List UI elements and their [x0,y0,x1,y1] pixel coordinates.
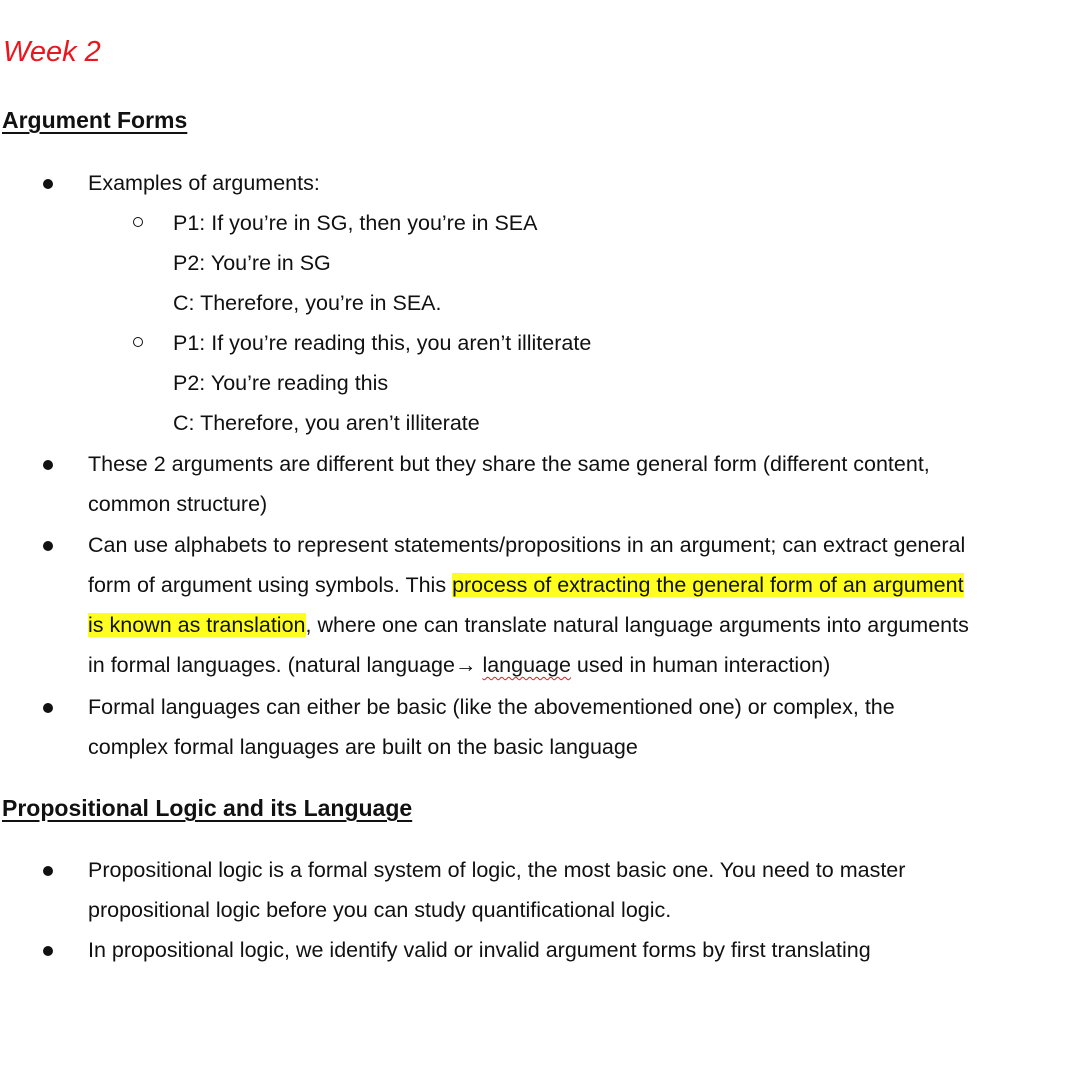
s2-bullet1-line2: propositional logic before you can study quantificational logic. [88,898,672,922]
example2-p2: P2: You’re reading this [173,371,389,395]
right-arrow-icon: → [454,653,477,677]
bullet-icon [43,179,53,189]
heading-argument-forms: Argument Forms [2,107,188,133]
highlighted-text: is known as translation [88,613,306,637]
bullet3-line2 [88,570,964,600]
bullet-examples-text: Examples of arguments: [88,171,320,195]
sub-bullet-icon [133,337,143,347]
bullet-icon [43,460,53,470]
highlighted-text: process of extracting the general form of an argument [452,573,964,597]
bullet-icon [43,866,53,876]
bullet2-line2: common structure) [88,492,268,516]
s2-bullet1-line1: Propositional logic is a formal system of logic, the most basic one. You need to master [88,858,906,882]
bullet3-line4 [88,650,830,680]
bullet3-line2-pre: form of argument using symbols. This [88,573,453,597]
sub-bullet-icon [133,217,143,227]
example2-p1: P1: If you’re reading this, you aren’t illiterate [173,331,592,355]
example1-p2: P2: You’re in SG [173,251,331,275]
heading-propositional-logic: Propositional Logic and its Language [2,795,413,821]
example1-p1: P1: If you’re in SG, then you’re in SEA [173,211,538,235]
bullet-icon [43,541,53,551]
spellcheck-word[interactable]: language [482,653,571,677]
bullet3-line4-post: used in human interaction) [570,653,831,677]
week-title: Week 2 [3,36,101,68]
bullet4-line1: Formal languages can either be basic (like the abovementioned one) or complex, the [88,695,895,719]
bullet2-line1: These 2 arguments are different but they share the same general form (different content, [88,452,930,476]
bullet3-line4-pre: in formal languages. (natural language [88,653,455,677]
bullet-icon [43,946,53,956]
bullet3-line3 [88,610,969,640]
s2-bullet2-line1: In propositional logic, we identify valid or invalid argument forms by first translating [88,938,871,962]
bullet3-line1: Can use alphabets to represent statements/propositions in an argument; can extract general [88,533,966,557]
bullet3-line3-post: , where one can translate natural language arguments into arguments [305,613,969,637]
example2-c: C: Therefore, you aren’t illiterate [173,411,480,435]
bullet-icon [43,703,53,713]
bullet4-line2: complex formal languages are built on the basic language [88,735,638,759]
example1-c: C: Therefore, you’re in SEA. [173,291,442,315]
